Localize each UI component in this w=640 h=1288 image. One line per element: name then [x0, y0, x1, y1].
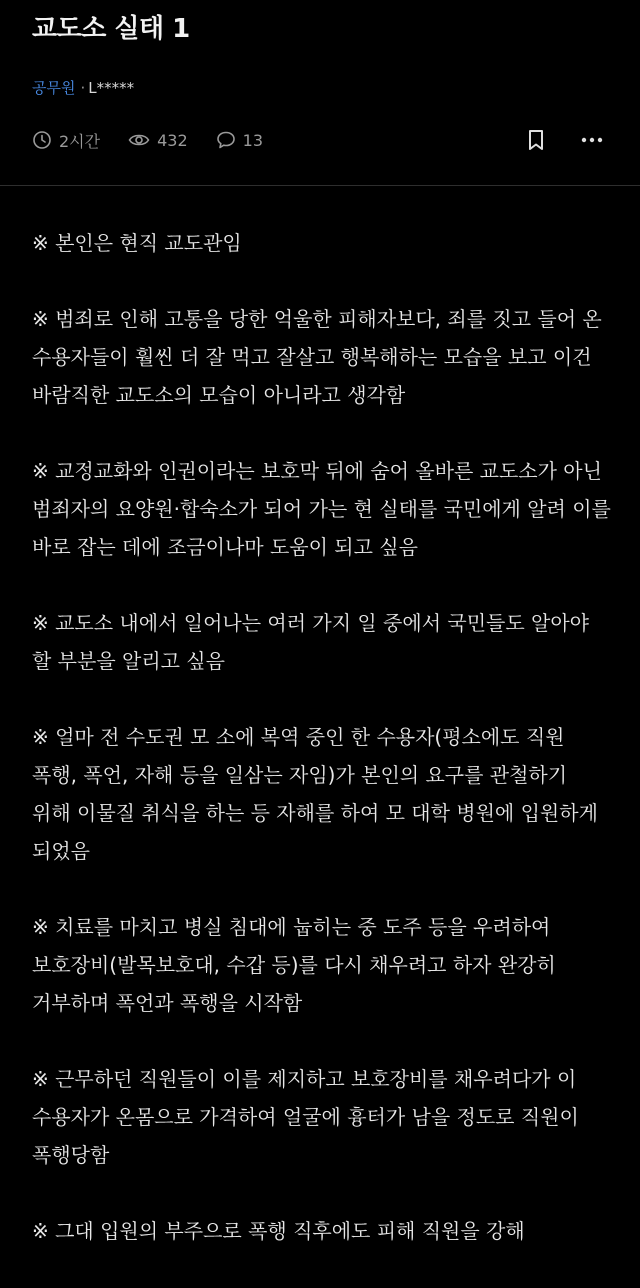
author-separator: ·: [80, 79, 86, 97]
post-paragraph-8: ※ 그대 입원의 부주으로 폭행 직후에도 피해 직원을 강해: [32, 1219, 525, 1243]
post-paragraph-1: ※ 본인은 현직 교도관임: [32, 231, 242, 255]
post-paragraph-3: ※ 교정교화와 인권이라는 보호막 뒤에 숨어 올바른 교도소가 아닌 범죄자의 요양원·합숙소가 되어 가는 현 실태를 국민에게 알려 이를 바로 잡는 데에 조금이나마 도움이 되고 싶음: [32, 459, 611, 559]
post-paragraph-7: ※ 근무하던 직원들이 이를 제지하고 보호장비를 채우려다가 이 수용자가 온몸으로 가격하여 얼굴에 흉터가 남을 정도로 직원이 폭행당함: [32, 1067, 579, 1167]
post-paragraph-4: ※ 교도소 내에서 일어나는 여러 가지 일 중에서 국민들도 알아야 할 부분을 알리고 싶음: [32, 611, 589, 673]
meta-comments-count: 13: [242, 130, 263, 150]
more-dots-icon: [581, 137, 603, 143]
post-header: [0, 0, 640, 186]
more-button[interactable]: [578, 126, 606, 154]
post-paragraph-6: ※ 치료를 마치고 병실 침대에 눕히는 중 도주 등을 우려하여 보호장비(발목보호대, 수갑 등)를 다시 채우려고 하자 완강히 거부하며 폭언과 폭행을 시작함: [32, 915, 556, 1015]
meta-time: [32, 129, 100, 152]
meta-views-count: 432: [157, 130, 188, 150]
speech-bubble-icon: [216, 130, 236, 150]
post-paragraph-5: ※ 얼마 전 수도권 모 소에 복역 중인 한 수용자(평소에도 직원 폭행, 폭언, 자해 등을 일삼는 자임)가 본인의 요구를 관철하기 위해 이물질 취식을 하는 등 자해를 하여 모 대학 병원에 입원하게 되었음: [32, 725, 598, 863]
meta-views: [128, 130, 188, 150]
post-body: [32, 224, 612, 1288]
author-line: [32, 77, 134, 98]
eye-icon: [128, 130, 150, 150]
header-divider: [0, 185, 640, 186]
author-name: L*****: [88, 79, 135, 97]
post-title: 교도소 실태 1: [32, 14, 190, 44]
post-actions: [522, 126, 606, 154]
meta-time-text: 2시간: [59, 131, 101, 151]
post-meta: [32, 126, 291, 154]
clock-icon: [32, 130, 52, 150]
meta-comments: [216, 130, 263, 150]
author-company[interactable]: 공무원: [32, 79, 76, 97]
bookmark-button[interactable]: [522, 126, 550, 154]
post-paragraph-2: ※ 범죄로 인해 고통을 당한 억울한 피해자보다, 죄를 짓고 들어 온 수용자들이 훨씬 더 잘 먹고 잘살고 행복해하는 모습을 보고 이건 바람직한 교도소의 모습이 아니라고 생각함: [32, 307, 602, 407]
bookmark-icon: [526, 129, 546, 151]
